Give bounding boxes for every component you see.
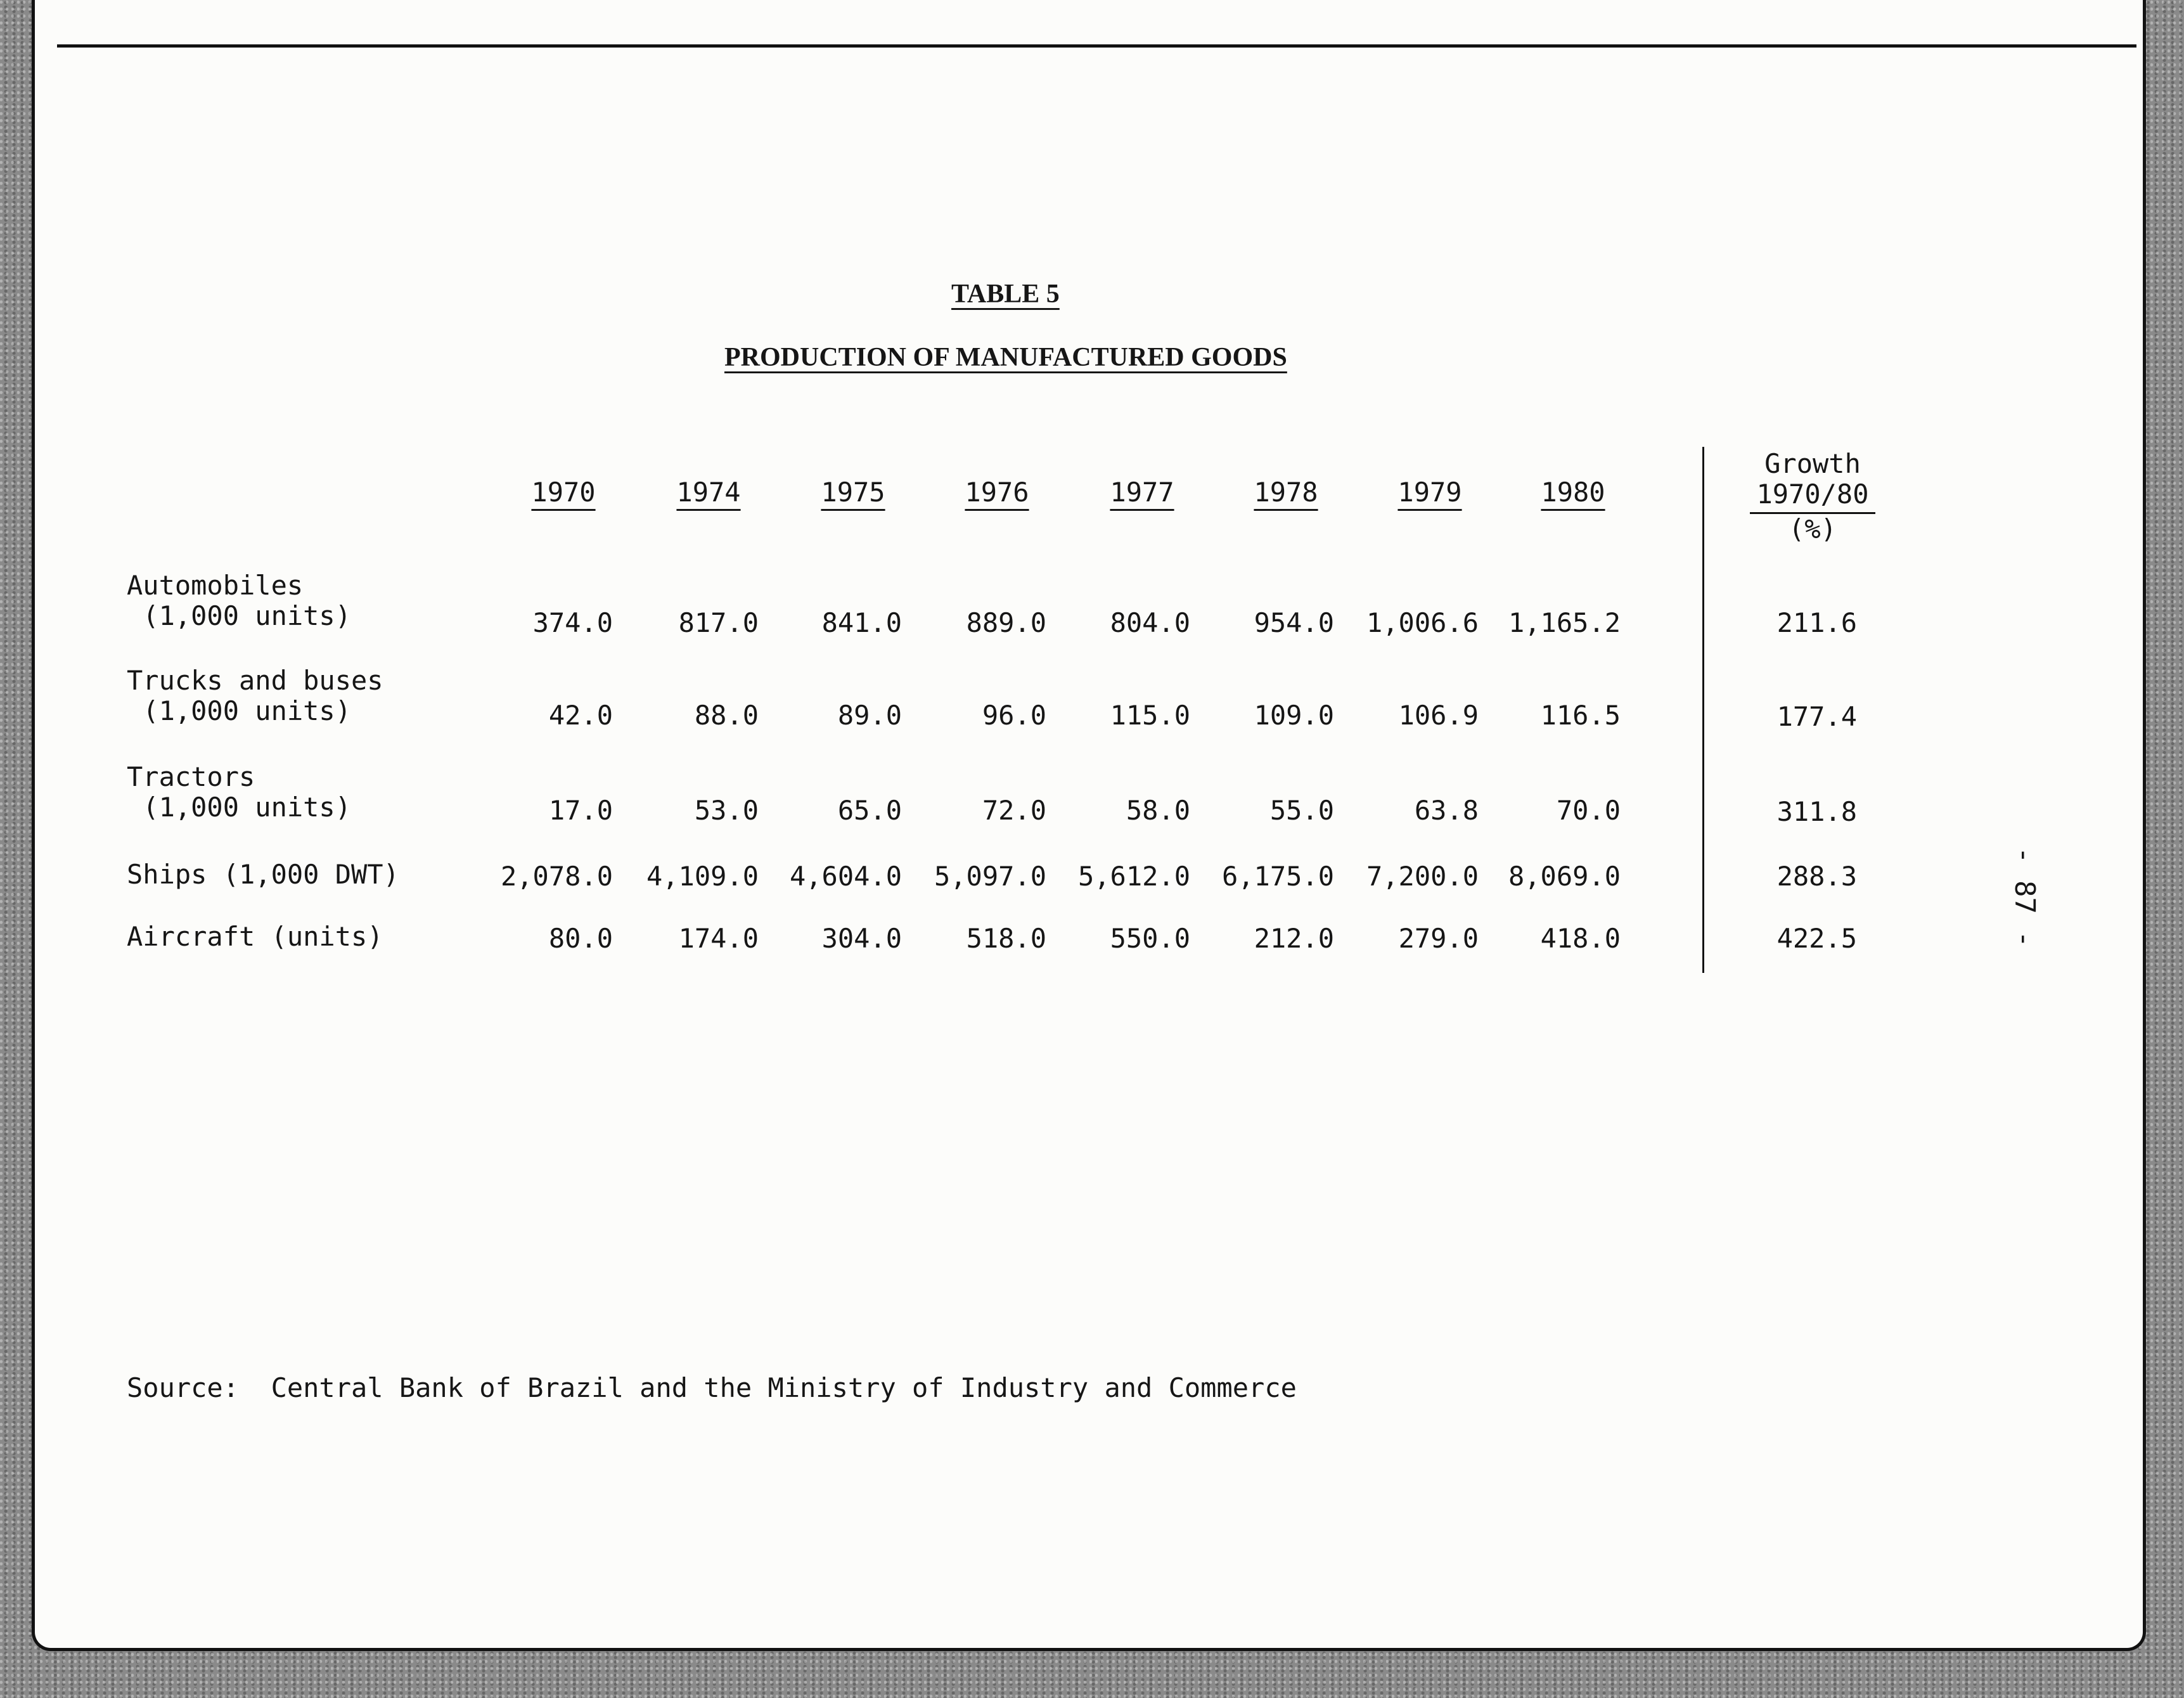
growth-cell: 311.8 xyxy=(1776,796,1857,827)
growth-header-line-3: (%) xyxy=(1789,513,1837,544)
table-cell: 954.0 xyxy=(1254,607,1334,638)
year-header-1978: 1978 xyxy=(1254,477,1318,508)
table-cell: 889.0 xyxy=(966,607,1046,638)
row-label-line: (1,000 units) xyxy=(127,600,352,631)
table-cell: 374.0 xyxy=(532,607,613,638)
table-cell: 53.0 xyxy=(694,795,759,826)
top-border-rule xyxy=(57,44,2136,48)
page-number: - 87 - xyxy=(2008,847,2041,948)
source-note: Source: Central Bank of Brazil and the Ministry of Industry and Commerce xyxy=(127,1372,1297,1403)
growth-cell: 177.4 xyxy=(1776,701,1857,732)
table-cell: 70.0 xyxy=(1556,795,1621,826)
row-label-automobiles xyxy=(127,570,351,631)
growth-cell: 211.6 xyxy=(1776,607,1857,638)
growth-cell: 288.3 xyxy=(1776,861,1857,892)
table-cell: 418.0 xyxy=(1540,923,1621,954)
year-header-1976: 1976 xyxy=(965,477,1029,508)
table-cell: 174.0 xyxy=(678,923,759,954)
year-header-1975: 1975 xyxy=(821,477,885,508)
growth-header xyxy=(1746,449,1879,544)
year-header-1970: 1970 xyxy=(531,477,596,508)
table-cell: 7,200.0 xyxy=(1366,861,1479,892)
table-cell: 1,165.2 xyxy=(1508,607,1621,638)
growth-column-divider xyxy=(1702,447,1704,973)
table-cell: 96.0 xyxy=(982,700,1046,731)
table-cell: 4,109.0 xyxy=(646,861,759,892)
row-label-tractors xyxy=(127,762,351,823)
table-cell: 550.0 xyxy=(1110,923,1190,954)
table-cell: 2,078.0 xyxy=(500,861,613,892)
table-cell: 279.0 xyxy=(1398,923,1479,954)
table-cell: 841.0 xyxy=(821,607,902,638)
table-cell: 17.0 xyxy=(548,795,613,826)
table-cell: 89.0 xyxy=(837,700,902,731)
table-cell: 5,612.0 xyxy=(1077,861,1190,892)
year-header-1974: 1974 xyxy=(676,477,741,508)
table-label: TABLE 5 xyxy=(951,280,1060,309)
table-cell: 8,069.0 xyxy=(1508,861,1621,892)
growth-header-line-2: 1970/80 xyxy=(1750,479,1875,514)
table-cell: 80.0 xyxy=(548,923,613,954)
year-header-1980: 1980 xyxy=(1541,477,1605,508)
year-header-1977: 1977 xyxy=(1110,477,1174,508)
table-cell: 72.0 xyxy=(982,795,1046,826)
table-cell: 304.0 xyxy=(821,923,902,954)
row-label-line: (1,000 units) xyxy=(127,695,352,726)
growth-header-line-1: Growth xyxy=(1764,448,1861,479)
table-cell: 116.5 xyxy=(1540,700,1621,731)
table-cell: 42.0 xyxy=(548,700,613,731)
growth-cell: 422.5 xyxy=(1776,923,1857,954)
table-cell: 109.0 xyxy=(1254,700,1334,731)
table-cell: 63.8 xyxy=(1414,795,1479,826)
table-cell: 6,175.0 xyxy=(1221,861,1334,892)
row-label-ships: Ships (1,000 DWT) xyxy=(127,859,399,890)
table-cell: 115.0 xyxy=(1110,700,1190,731)
row-label-trucks-and-buses xyxy=(127,666,383,726)
row-label-line: Automobiles xyxy=(127,570,304,601)
table-cell: 88.0 xyxy=(694,700,759,731)
year-header-1979: 1979 xyxy=(1397,477,1462,508)
table-cell: 106.9 xyxy=(1398,700,1479,731)
document-page xyxy=(32,0,2146,1651)
table-title: PRODUCTION OF MANUFACTURED GOODS xyxy=(724,343,1287,372)
table-cell: 804.0 xyxy=(1110,607,1190,638)
table-cell: 817.0 xyxy=(678,607,759,638)
row-label-aircraft: Aircraft (units) xyxy=(127,921,383,952)
table-cell: 518.0 xyxy=(966,923,1046,954)
table-cell: 55.0 xyxy=(1269,795,1334,826)
row-label-line: Trucks and buses xyxy=(127,665,383,696)
table-cell: 58.0 xyxy=(1126,795,1190,826)
table-cell: 1,006.6 xyxy=(1366,607,1479,638)
table-cell: 4,604.0 xyxy=(789,861,902,892)
row-label-line: Tractors xyxy=(127,761,255,792)
row-label-line: (1,000 units) xyxy=(127,792,352,823)
table-cell: 5,097.0 xyxy=(934,861,1046,892)
table-cell: 65.0 xyxy=(837,795,902,826)
table-cell: 212.0 xyxy=(1254,923,1334,954)
